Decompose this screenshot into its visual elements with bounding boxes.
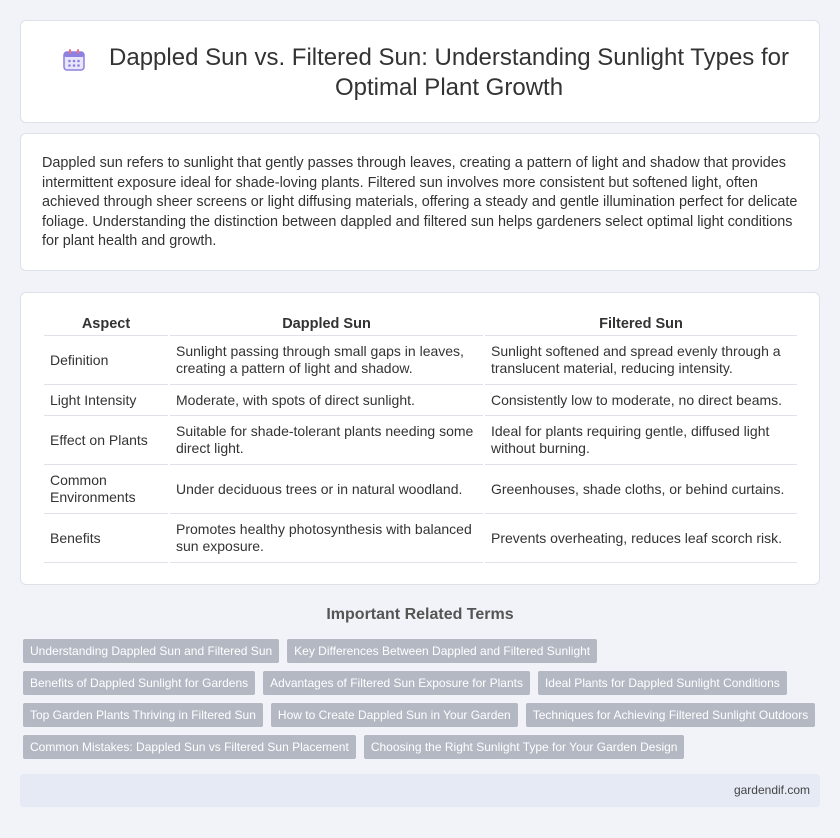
related-terms-heading: Important Related Terms bbox=[326, 606, 514, 623]
intro-paragraph: Dappled sun refers to sunlight that gently passes through leaves, creating a pattern of light and shadow that provides intermittent exposure ideal for shade-loving plants. Filtered sun involves more consistent but softened light, often achieved through sheer screens or light diffusing materials, offering a steady and gentle illumination perfect for delicate foliage. Understanding the distinction between dappled and filtered sun helps gardeners select optimal light conditions for plant health and growth. bbox=[42, 155, 798, 250]
column-header: Filtered Sun bbox=[485, 314, 797, 336]
dappled-cell: Moderate, with spots of direct sunlight. bbox=[170, 385, 483, 416]
tag-row bbox=[23, 671, 823, 695]
page-title: Dappled Sun vs. Filtered Sun: Understanding Sunlight Types for Optimal Plant Growth bbox=[109, 44, 789, 101]
table-row bbox=[44, 514, 797, 563]
related-term-tag[interactable]: Benefits of Dappled Sunlight for Gardens bbox=[23, 671, 255, 695]
intro-card bbox=[20, 133, 820, 271]
calendar-icon bbox=[61, 47, 87, 73]
table-row bbox=[44, 336, 797, 385]
footer bbox=[20, 774, 820, 807]
related-terms-list bbox=[23, 639, 823, 767]
related-term-tag[interactable]: Key Differences Between Dappled and Filtered Sunlight bbox=[287, 639, 597, 663]
related-term-tag[interactable]: Top Garden Plants Thriving in Filtered Sun bbox=[23, 703, 263, 727]
tag-row bbox=[23, 703, 823, 727]
dappled-cell: Promotes healthy photosynthesis with balanced sun exposure. bbox=[170, 514, 483, 563]
comparison-card bbox=[20, 292, 820, 585]
title-card bbox=[20, 20, 820, 123]
aspect-cell: Light Intensity bbox=[44, 385, 168, 416]
aspect-cell: Benefits bbox=[44, 514, 168, 563]
aspect-cell: Definition bbox=[44, 336, 168, 385]
column-header: Aspect bbox=[44, 314, 168, 336]
aspect-cell: Common Environments bbox=[44, 465, 168, 514]
related-term-tag[interactable]: Common Mistakes: Dappled Sun vs Filtered Sun Placement bbox=[23, 735, 356, 759]
table-row bbox=[44, 416, 797, 465]
filtered-cell: Ideal for plants requiring gentle, diffused light without burning. bbox=[485, 416, 797, 465]
title-wrap bbox=[61, 43, 789, 103]
site-link[interactable]: gardendif.com bbox=[733, 783, 810, 797]
related-term-tag[interactable]: How to Create Dappled Sun in Your Garden bbox=[271, 703, 518, 727]
filtered-cell: Prevents overheating, reduces leaf scorch risk. bbox=[485, 514, 797, 563]
table-row bbox=[44, 385, 797, 416]
filtered-cell: Consistently low to moderate, no direct beams. bbox=[485, 385, 797, 416]
dappled-cell: Sunlight passing through small gaps in leaves, creating a pattern of light and shadow. bbox=[170, 336, 483, 385]
comparison-table bbox=[42, 314, 799, 563]
filtered-cell: Sunlight softened and spread evenly through a translucent material, reducing intensity. bbox=[485, 336, 797, 385]
dappled-cell: Under deciduous trees or in natural woodland. bbox=[170, 465, 483, 514]
related-term-tag[interactable]: Ideal Plants for Dappled Sunlight Conditions bbox=[538, 671, 787, 695]
table-header-row bbox=[44, 314, 797, 336]
tag-row bbox=[23, 735, 823, 759]
related-term-tag[interactable]: Advantages of Filtered Sun Exposure for Plants bbox=[263, 671, 530, 695]
filtered-cell: Greenhouses, shade cloths, or behind curtains. bbox=[485, 465, 797, 514]
column-header: Dappled Sun bbox=[170, 314, 483, 336]
table-row bbox=[44, 465, 797, 514]
tag-row bbox=[23, 639, 823, 663]
related-term-tag[interactable]: Choosing the Right Sunlight Type for Your Garden Design bbox=[364, 735, 685, 759]
related-term-tag[interactable]: Techniques for Achieving Filtered Sunlight Outdoors bbox=[526, 703, 816, 727]
dappled-cell: Suitable for shade-tolerant plants needing some direct light. bbox=[170, 416, 483, 465]
aspect-cell: Effect on Plants bbox=[44, 416, 168, 465]
related-term-tag[interactable]: Understanding Dappled Sun and Filtered Sun bbox=[23, 639, 279, 663]
